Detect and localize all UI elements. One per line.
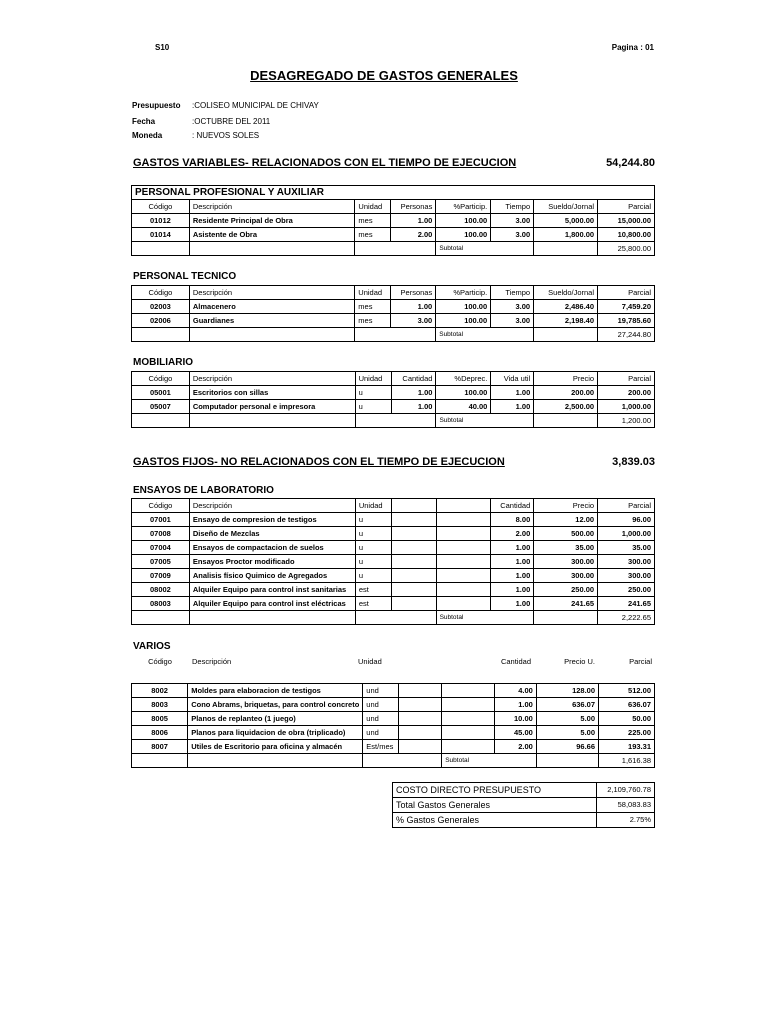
cell: 200.00	[598, 386, 655, 400]
cell: und	[363, 684, 399, 698]
header-cell: Precio U.	[564, 657, 595, 666]
cell: 07009	[132, 569, 190, 583]
table-row	[132, 400, 655, 414]
table-ensayos	[131, 498, 655, 625]
cell: Utiles de Escritorio para oficina y almacén	[188, 740, 363, 754]
summary-value: 58,083.83	[597, 798, 655, 813]
cell: 100.00	[436, 214, 491, 228]
cell: 15,000.00	[598, 214, 655, 228]
header-cell: Tiempo	[491, 200, 534, 214]
meta-label: Moneda	[132, 131, 163, 140]
summary-value: 2.75%	[597, 813, 655, 828]
header-cell: Parcial	[598, 286, 655, 300]
header-cell: Parcial	[598, 372, 655, 386]
cell: 02006	[132, 314, 190, 328]
subtotal-label: Subtotal	[436, 611, 534, 625]
cell: 01012	[132, 214, 190, 228]
table-row	[132, 698, 655, 712]
cell: 1.00	[391, 400, 436, 414]
table-row	[132, 597, 655, 611]
header-cell: Código	[132, 372, 190, 386]
section-title-fijos: GASTOS FIJOS- NO RELACIONADOS CON EL TIEMPO DE EJECUCION	[133, 456, 505, 468]
subtotal-value: 25,800.00	[598, 242, 655, 256]
header-cell: Descripción	[189, 200, 355, 214]
cell: Ensayo de compresion de testigos	[189, 513, 355, 527]
header-cell: Personas	[391, 200, 436, 214]
table-row	[132, 583, 655, 597]
header-cell: Parcial	[629, 657, 652, 666]
section-total-fijos: 3,839.03	[612, 456, 655, 468]
header-cell: Código	[148, 657, 172, 666]
cell: 96.00	[598, 513, 655, 527]
cell: 250.00	[534, 583, 598, 597]
cell: Cono Abrams, briquetas, para control concreto	[188, 698, 363, 712]
table-row	[132, 712, 655, 726]
subtotal-label: Subtotal	[436, 328, 534, 342]
section-total-variables: 54,244.80	[606, 157, 655, 169]
cell: 35.00	[534, 541, 598, 555]
cell: 07001	[132, 513, 190, 527]
table-row	[132, 527, 655, 541]
summary-label: COSTO DIRECTO PRESUPUESTO	[393, 783, 597, 798]
subtotal-row	[132, 611, 655, 625]
summary-value: 2,109,760.78	[597, 783, 655, 798]
subtotal-label: Subtotal	[436, 414, 534, 428]
subsection-title-ensayos: ENSAYOS DE LABORATORIO	[133, 485, 274, 496]
document-title: DESAGREGADO DE GASTOS GENERALES	[250, 68, 518, 83]
subtotal-label: Subtotal	[442, 754, 537, 768]
cell: 8005	[132, 712, 188, 726]
cell: 07004	[132, 541, 190, 555]
cell: 1.00	[391, 386, 436, 400]
cell: Residente Principal de Obra	[189, 214, 355, 228]
cell: 45.00	[494, 726, 536, 740]
cell: u	[355, 400, 391, 414]
cell: 10.00	[494, 712, 536, 726]
cell: 1.00	[491, 583, 534, 597]
table-row	[132, 314, 655, 328]
page-number: Pagina : 01	[611, 43, 654, 52]
header-cell: Código	[132, 200, 190, 214]
header-cell: Parcial	[598, 499, 655, 513]
table-row	[132, 740, 655, 754]
cell: Diseño de Mezclas	[189, 527, 355, 541]
cell: Escritorios con sillas	[189, 386, 355, 400]
cell: Est/mes	[363, 740, 399, 754]
subsection-title-varios: VARIOS	[133, 641, 171, 652]
cell: 3.00	[491, 300, 534, 314]
header-cell: Descripción	[192, 657, 232, 666]
cell: 100.00	[436, 300, 491, 314]
subtotal-value: 27,244.80	[598, 328, 655, 342]
cell: und	[363, 712, 399, 726]
cell: 2.00	[491, 527, 534, 541]
subtotal-value: 1,616.38	[599, 754, 655, 768]
cell: und	[363, 698, 399, 712]
summary-label: % Gastos Generales	[393, 813, 597, 828]
table-row	[132, 386, 655, 400]
cell: 07005	[132, 555, 190, 569]
cell: 250.00	[598, 583, 655, 597]
table-row	[132, 300, 655, 314]
header-cell: Sueldo/Jornal	[534, 286, 598, 300]
cell: 08002	[132, 583, 190, 597]
cell: 05007	[132, 400, 190, 414]
table-header-row	[132, 286, 655, 300]
cell: 193.31	[599, 740, 655, 754]
meta-value: :OCTUBRE DEL 2011	[192, 117, 271, 126]
header-cell: %Particip.	[436, 286, 491, 300]
cell: Almacenero	[189, 300, 354, 314]
header-cell: Precio	[534, 372, 598, 386]
cell: 241.65	[598, 597, 655, 611]
cell: 500.00	[534, 527, 598, 541]
header-cell: Unidad	[358, 657, 382, 666]
cell: u	[355, 527, 391, 541]
cell: 128.00	[536, 684, 598, 698]
subtotal-label: Subtotal	[436, 242, 534, 256]
cell: 300.00	[598, 569, 655, 583]
cell: 8006	[132, 726, 188, 740]
cell: 1.00	[491, 541, 534, 555]
cell: 300.00	[534, 555, 598, 569]
cell: Planos para liquidacion de obra (triplicado)	[188, 726, 363, 740]
cell: 2,486.40	[534, 300, 598, 314]
cell: 512.00	[599, 684, 655, 698]
table-row	[132, 684, 655, 698]
table-varios	[131, 683, 655, 768]
cell: 1,800.00	[534, 228, 598, 242]
cell: Alquiler Equipo para control inst sanitarias	[189, 583, 355, 597]
cell: 01014	[132, 228, 190, 242]
cell: 1.00	[491, 597, 534, 611]
cell: 241.65	[534, 597, 598, 611]
cell: 5,000.00	[534, 214, 598, 228]
header-cell: Código	[132, 286, 190, 300]
cell: Alquiler Equipo para control inst eléctricas	[189, 597, 355, 611]
cell: 5.00	[536, 712, 598, 726]
meta-label: Fecha	[132, 117, 156, 126]
table-header-row	[132, 200, 655, 214]
cell: 2,500.00	[534, 400, 598, 414]
meta-value: : NUEVOS SOLES	[192, 131, 260, 140]
header-cell: Precio	[534, 499, 598, 513]
cell: 3.00	[391, 314, 436, 328]
cell: 7,459.20	[598, 300, 655, 314]
summary-label: Total Gastos Generales	[393, 798, 597, 813]
cell: Ensayos Proctor modificado	[189, 555, 355, 569]
table-personal-profesional	[131, 185, 655, 256]
cell: 1.00	[491, 386, 534, 400]
table-row	[132, 541, 655, 555]
meta-label: Presupuesto	[132, 101, 181, 110]
cell: mes	[355, 214, 391, 228]
subsection-title-tecnico: PERSONAL TECNICO	[133, 271, 237, 282]
table-row	[132, 555, 655, 569]
header-cell: Unidad	[355, 200, 391, 214]
table-row	[132, 228, 655, 242]
cell: 07008	[132, 527, 190, 541]
cell: mes	[355, 314, 391, 328]
cell: 1.00	[491, 400, 534, 414]
cell: 19,785.60	[598, 314, 655, 328]
cell: 5.00	[536, 726, 598, 740]
table-header-row	[132, 372, 655, 386]
cell: mes	[355, 300, 391, 314]
table-row	[132, 214, 655, 228]
cell: 02003	[132, 300, 190, 314]
table-mobiliario	[131, 371, 655, 428]
header-cell: Unidad	[355, 286, 391, 300]
header-cell: Personas	[391, 286, 436, 300]
header-cell: Tiempo	[491, 286, 534, 300]
cell: 200.00	[534, 386, 598, 400]
subtotal-row	[132, 414, 655, 428]
cell: Moldes para elaboracion de testigos	[188, 684, 363, 698]
cell: 35.00	[598, 541, 655, 555]
table-header-row	[131, 655, 655, 668]
section-title-variables: GASTOS VARIABLES- RELACIONADOS CON EL TIEMPO DE EJECUCION	[133, 157, 517, 169]
cell: 3.00	[491, 314, 534, 328]
cell: 2.00	[494, 740, 536, 754]
header-cell: Unidad	[355, 372, 391, 386]
header-cell: Cantidad	[491, 499, 534, 513]
header-cell	[391, 499, 436, 513]
header-cell: %Deprec.	[436, 372, 491, 386]
cell: u	[355, 513, 391, 527]
table-header-row	[132, 499, 655, 513]
header-cell: Descripción	[189, 286, 354, 300]
header-cell: Parcial	[598, 200, 655, 214]
cell: 1.00	[391, 214, 436, 228]
cell: Planos de replanteo (1 juego)	[188, 712, 363, 726]
cell: 1.00	[491, 555, 534, 569]
cell: Analisis físico Quimico de Agregados	[189, 569, 355, 583]
cell: u	[355, 569, 391, 583]
cell: mes	[355, 228, 391, 242]
cell: Asistente de Obra	[189, 228, 355, 242]
table-row	[132, 569, 655, 583]
cell: 8007	[132, 740, 188, 754]
cell: 8002	[132, 684, 188, 698]
cell: 300.00	[534, 569, 598, 583]
subsection-title-mobiliario: MOBILIARIO	[133, 357, 193, 368]
varios-header	[131, 655, 655, 668]
cell: 100.00	[436, 228, 491, 242]
header-cell: Descripción	[189, 372, 355, 386]
subtotal-row	[132, 754, 655, 768]
subtotal-value: 2,222.65	[598, 611, 655, 625]
cell: und	[363, 726, 399, 740]
header-cell	[436, 499, 491, 513]
cell: 08003	[132, 597, 190, 611]
cell: 50.00	[599, 712, 655, 726]
cell: 10,800.00	[598, 228, 655, 242]
header-cell: Sueldo/Jornal	[534, 200, 598, 214]
header-cell: Cantidad	[500, 657, 531, 666]
summary-table	[392, 782, 655, 828]
cell: 4.00	[494, 684, 536, 698]
cell: 225.00	[599, 726, 655, 740]
cell: 2,198.40	[534, 314, 598, 328]
cell: 96.66	[536, 740, 598, 754]
table-row	[132, 513, 655, 527]
header-cell: %Particip.	[436, 200, 491, 214]
cell: u	[355, 541, 391, 555]
cell: 1,000.00	[598, 527, 655, 541]
cell: 636.07	[536, 698, 598, 712]
cell: Ensayos de compactacion de suelos	[189, 541, 355, 555]
cell: 1.00	[491, 569, 534, 583]
summary-row	[393, 783, 655, 798]
cell: Guardianes	[189, 314, 354, 328]
cell: 636.07	[599, 698, 655, 712]
cell: 12.00	[534, 513, 598, 527]
report-code: S10	[155, 43, 170, 52]
table-row	[132, 726, 655, 740]
table-personal-tecnico	[131, 285, 655, 342]
subtotal-row	[132, 242, 655, 256]
cell: 100.00	[436, 386, 491, 400]
header-cell: Descripción	[189, 499, 355, 513]
cell: Computador personal e impresora	[189, 400, 355, 414]
header-cell: Código	[132, 499, 190, 513]
header-cell: Vida util	[491, 372, 534, 386]
cell: 8003	[132, 698, 188, 712]
cell: 1,000.00	[598, 400, 655, 414]
cell: 1.00	[391, 300, 436, 314]
cell: est	[355, 583, 391, 597]
cell: 05001	[132, 386, 190, 400]
summary-row	[393, 798, 655, 813]
cell: 3.00	[491, 214, 534, 228]
cell: 8.00	[491, 513, 534, 527]
cell: 100.00	[436, 314, 491, 328]
subtotal-row	[132, 328, 655, 342]
header-cell: Cantidad	[391, 372, 436, 386]
summary-row	[393, 813, 655, 828]
cell: est	[355, 597, 391, 611]
cell: 3.00	[491, 228, 534, 242]
header-cell: Unidad	[355, 499, 391, 513]
meta-value: :COLISEO MUNICIPAL DE CHIVAY	[192, 101, 319, 110]
cell: u	[355, 386, 391, 400]
subsection-title: PERSONAL PROFESIONAL Y AUXILIAR	[132, 186, 655, 200]
cell: u	[355, 555, 391, 569]
cell: 300.00	[598, 555, 655, 569]
cell: 1.00	[494, 698, 536, 712]
cell: 2.00	[391, 228, 436, 242]
cell: 40.00	[436, 400, 491, 414]
subtotal-value: 1,200.00	[598, 414, 655, 428]
